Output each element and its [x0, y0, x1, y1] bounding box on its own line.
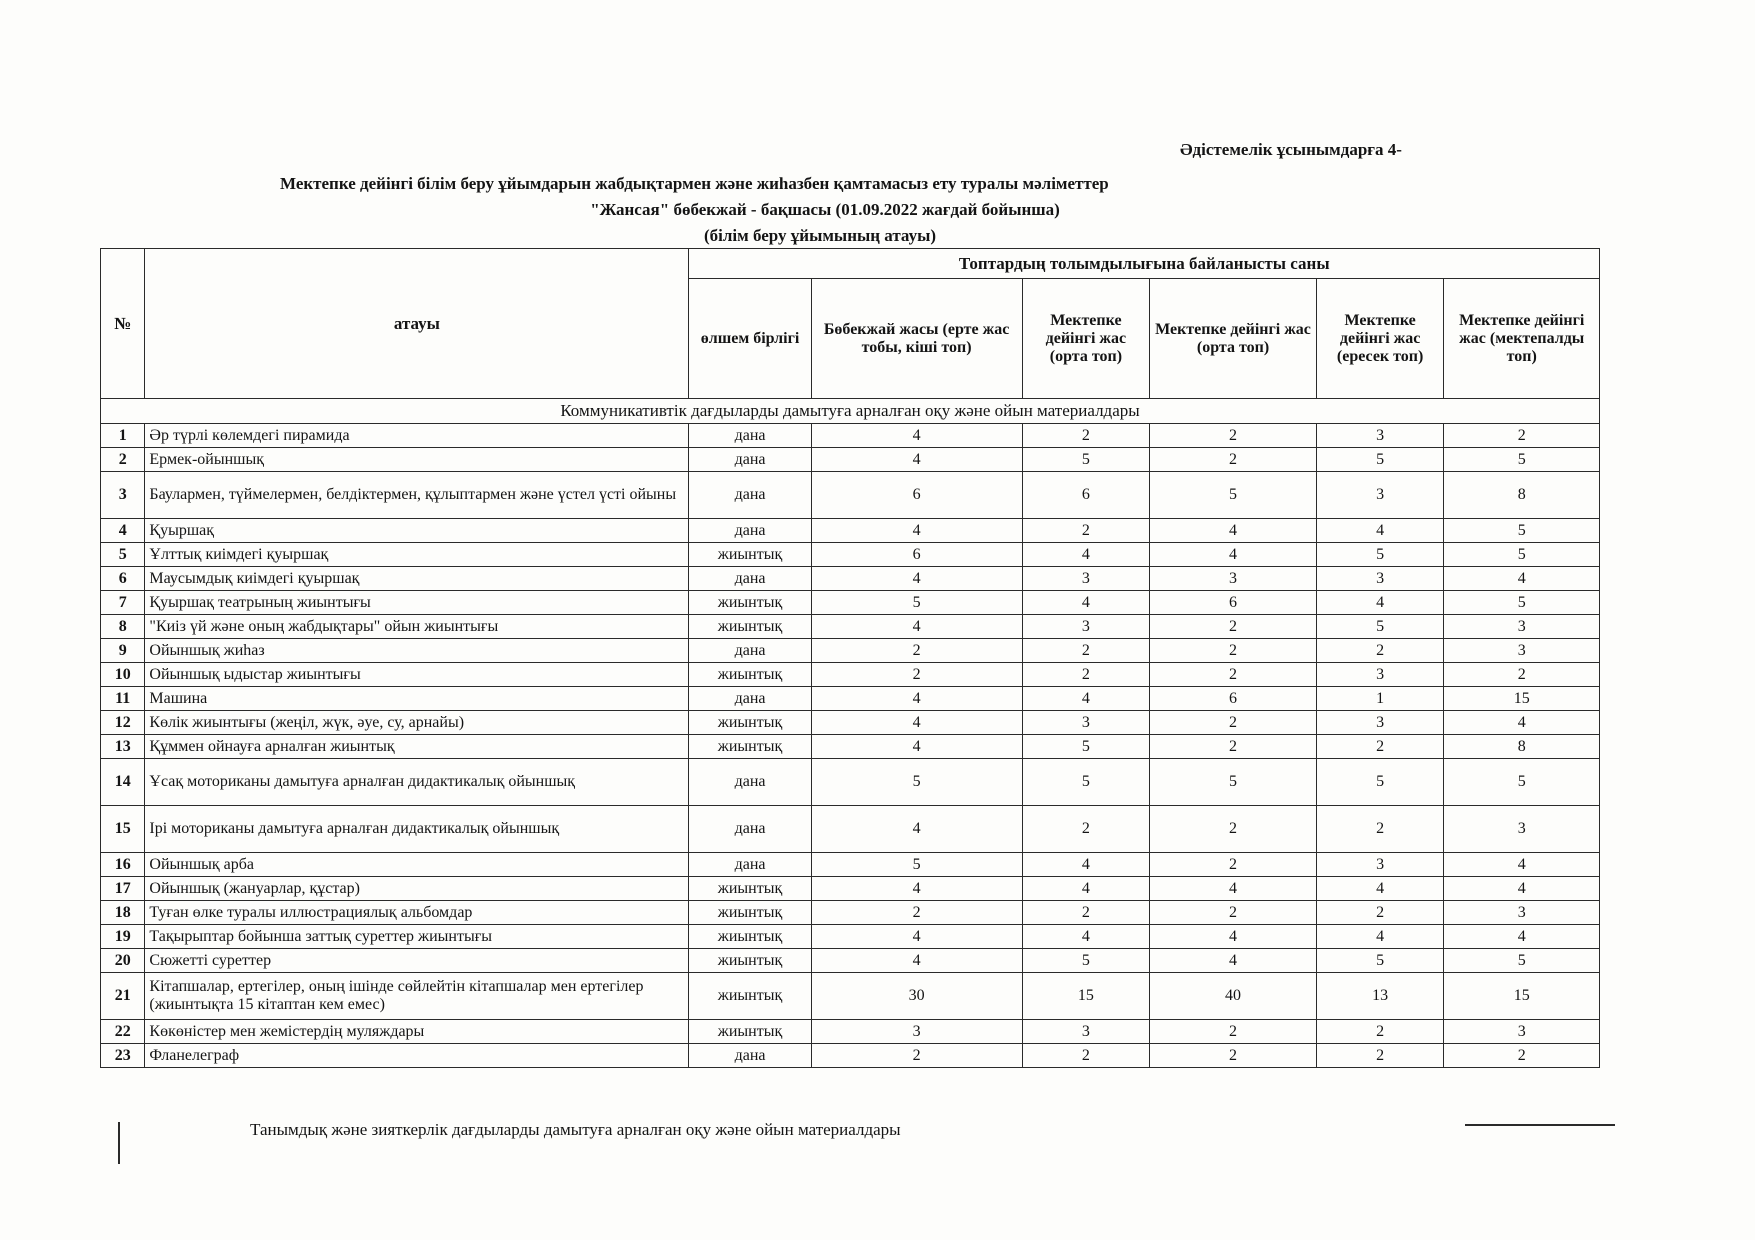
unit-cell: жиынтық — [689, 711, 811, 735]
unit-cell: жиынтық — [689, 901, 811, 925]
value-col2: 4 — [1022, 877, 1150, 901]
value-col3: 2 — [1150, 853, 1317, 877]
item-name: Ойыншық жиһаз — [145, 639, 689, 663]
value-col5: 15 — [1444, 973, 1600, 1020]
value-col4: 4 — [1316, 591, 1444, 615]
value-col3: 5 — [1150, 472, 1317, 519]
value-col3: 4 — [1150, 949, 1317, 973]
unit-cell: жиынтық — [689, 877, 811, 901]
table-row — [101, 1044, 1600, 1068]
item-name: Кітапшалар, ертегілер, оның ішінде сөйлейтін кітапшалар мен ертегілер (жиынтықта 15 кітаптан кем емес) — [145, 973, 689, 1020]
value-col5: 3 — [1444, 806, 1600, 853]
value-col5: 5 — [1444, 759, 1600, 806]
row-number: 2 — [101, 448, 145, 472]
item-name: Көкөністер мен жемістердің муляждары — [145, 1020, 689, 1044]
value-col5: 5 — [1444, 448, 1600, 472]
table-row — [101, 949, 1600, 973]
value-col5: 5 — [1444, 519, 1600, 543]
row-number: 20 — [101, 949, 145, 973]
table-row — [101, 925, 1600, 949]
value-col3: 4 — [1150, 519, 1317, 543]
organization-caption: (білім беру ұйымының атауы) — [704, 226, 936, 245]
value-col3: 2 — [1150, 1044, 1317, 1068]
value-col5: 2 — [1444, 424, 1600, 448]
value-col5: 3 — [1444, 639, 1600, 663]
unit-cell: дана — [689, 424, 811, 448]
value-col1: 6 — [811, 472, 1022, 519]
header-unit: өлшем бірлігі — [689, 279, 811, 399]
value-col3: 6 — [1150, 591, 1317, 615]
appendix-note: Әдістемелік ұсынымдарға 4- — [1180, 140, 1402, 159]
value-col1: 2 — [811, 1044, 1022, 1068]
row-number: 6 — [101, 567, 145, 591]
item-name: Ұсақ моториканы дамытуға арналған дидактикалық ойыншық — [145, 759, 689, 806]
value-col1: 5 — [811, 759, 1022, 806]
table-row — [101, 973, 1600, 1020]
table-row — [101, 687, 1600, 711]
unit-cell: жиынтық — [689, 543, 811, 567]
value-col3: 3 — [1150, 567, 1317, 591]
value-col5: 2 — [1444, 1044, 1600, 1068]
header-col5: Мектепке дейінгі жас (мектепалды топ) — [1444, 279, 1600, 399]
value-col2: 2 — [1022, 519, 1150, 543]
unit-cell: жиынтық — [689, 949, 811, 973]
value-col5: 4 — [1444, 925, 1600, 949]
value-col4: 2 — [1316, 901, 1444, 925]
table-row — [101, 567, 1600, 591]
document-title: Мектепке дейінгі білім беру ұйымдарын жабдықтармен және жиһазбен қамтамасыз ету туралы мәліметтер — [280, 174, 1109, 193]
row-number: 19 — [101, 925, 145, 949]
value-col1: 2 — [811, 639, 1022, 663]
row-number: 3 — [101, 472, 145, 519]
value-col4: 5 — [1316, 615, 1444, 639]
value-col3: 2 — [1150, 1020, 1317, 1044]
header-col4: Мектепке дейінгі жас (ересек топ) — [1316, 279, 1444, 399]
value-col5: 3 — [1444, 1020, 1600, 1044]
row-number: 23 — [101, 1044, 145, 1068]
item-name: Қуыршақ театрының жиынтығы — [145, 591, 689, 615]
table-row — [101, 1020, 1600, 1044]
item-name: Машина — [145, 687, 689, 711]
value-col1: 4 — [811, 448, 1022, 472]
value-col1: 2 — [811, 901, 1022, 925]
value-col5: 4 — [1444, 711, 1600, 735]
item-name: Әр түрлі көлемдегі пирамида — [145, 424, 689, 448]
unit-cell: жиынтық — [689, 663, 811, 687]
value-col1: 5 — [811, 853, 1022, 877]
value-col3: 2 — [1150, 448, 1317, 472]
value-col1: 4 — [811, 567, 1022, 591]
row-number: 18 — [101, 901, 145, 925]
table-row — [101, 519, 1600, 543]
row-number: 1 — [101, 424, 145, 448]
value-col3: 4 — [1150, 543, 1317, 567]
item-name: Көлік жиынтығы (жеңіл, жүк, әуе, су, арнайы) — [145, 711, 689, 735]
table-row — [101, 711, 1600, 735]
value-col4: 3 — [1316, 711, 1444, 735]
unit-cell: жиынтық — [689, 735, 811, 759]
table-row — [101, 472, 1600, 519]
item-name: Маусымдық киімдегі қуыршақ — [145, 567, 689, 591]
value-col1: 4 — [811, 949, 1022, 973]
value-col1: 4 — [811, 877, 1022, 901]
item-name: Құммен ойнауға арналған жиынтық — [145, 735, 689, 759]
header-col2: Мектепке дейінгі жас (орта топ) — [1022, 279, 1150, 399]
row-number: 16 — [101, 853, 145, 877]
unit-cell: жиынтық — [689, 1020, 811, 1044]
header-col1: Бөбекжай жасы (ерте жас тобы, кіші топ) — [811, 279, 1022, 399]
value-col3: 2 — [1150, 639, 1317, 663]
item-name: Қуыршақ — [145, 519, 689, 543]
value-col1: 4 — [811, 519, 1022, 543]
value-col4: 2 — [1316, 735, 1444, 759]
unit-cell: дана — [689, 759, 811, 806]
unit-cell: жиынтық — [689, 591, 811, 615]
value-col4: 4 — [1316, 877, 1444, 901]
table-row — [101, 591, 1600, 615]
value-col4: 4 — [1316, 925, 1444, 949]
unit-cell: дана — [689, 853, 811, 877]
value-col1: 4 — [811, 925, 1022, 949]
row-number: 5 — [101, 543, 145, 567]
table-edge-line — [118, 1122, 120, 1164]
value-col2: 4 — [1022, 687, 1150, 711]
value-col3: 4 — [1150, 877, 1317, 901]
row-number: 13 — [101, 735, 145, 759]
section-title: Коммуникативтік дағдыларды дамытуға арналған оқу және ойын материалдары — [101, 399, 1600, 424]
row-number: 10 — [101, 663, 145, 687]
value-col3: 6 — [1150, 687, 1317, 711]
row-number: 21 — [101, 973, 145, 1020]
item-name: Ұлттық киімдегі қуыршақ — [145, 543, 689, 567]
value-col1: 2 — [811, 663, 1022, 687]
value-col3: 5 — [1150, 759, 1317, 806]
value-col2: 2 — [1022, 1044, 1150, 1068]
value-col2: 4 — [1022, 591, 1150, 615]
value-col1: 4 — [811, 711, 1022, 735]
value-col2: 3 — [1022, 1020, 1150, 1044]
row-number: 14 — [101, 759, 145, 806]
value-col5: 8 — [1444, 735, 1600, 759]
table-row — [101, 639, 1600, 663]
unit-cell: жиынтық — [689, 615, 811, 639]
value-col2: 2 — [1022, 639, 1150, 663]
row-number: 15 — [101, 806, 145, 853]
item-name: Ойыншық арба — [145, 853, 689, 877]
value-col5: 4 — [1444, 853, 1600, 877]
value-col1: 30 — [811, 973, 1022, 1020]
value-col2: 5 — [1022, 448, 1150, 472]
value-col2: 4 — [1022, 853, 1150, 877]
unit-cell: жиынтық — [689, 973, 811, 1020]
value-col4: 2 — [1316, 1044, 1444, 1068]
value-col3: 2 — [1150, 615, 1317, 639]
value-col2: 5 — [1022, 759, 1150, 806]
item-name: "Киіз үй және оның жабдықтары" ойын жиынтығы — [145, 615, 689, 639]
value-col3: 2 — [1150, 424, 1317, 448]
value-col4: 5 — [1316, 759, 1444, 806]
value-col1: 4 — [811, 735, 1022, 759]
header-name: атауы — [145, 249, 689, 399]
item-name: Баулармен, түймелермен, белдіктермен, құлыптармен және үстел үсті ойыны — [145, 472, 689, 519]
item-name: Ойыншық ыдыстар жиынтығы — [145, 663, 689, 687]
header-col3: Мектепке дейінгі жас (орта топ) — [1150, 279, 1317, 399]
item-name: Фланелеграф — [145, 1044, 689, 1068]
row-number: 7 — [101, 591, 145, 615]
value-col5: 4 — [1444, 567, 1600, 591]
value-col2: 4 — [1022, 925, 1150, 949]
organization-line: "Жансая" бөбекжай - бақшасы (01.09.2022 жағдай бойынша) — [590, 200, 1060, 219]
unit-cell: дана — [689, 1044, 811, 1068]
value-col2: 4 — [1022, 543, 1150, 567]
value-col3: 2 — [1150, 806, 1317, 853]
value-col4: 3 — [1316, 853, 1444, 877]
row-number: 17 — [101, 877, 145, 901]
item-name: Ірі моториканы дамытуға арналған дидактикалық ойыншық — [145, 806, 689, 853]
value-col4: 5 — [1316, 949, 1444, 973]
row-number: 11 — [101, 687, 145, 711]
value-col5: 15 — [1444, 687, 1600, 711]
item-name: Тақырыптар бойынша заттық суреттер жиынтығы — [145, 925, 689, 949]
value-col5: 5 — [1444, 543, 1600, 567]
row-number: 22 — [101, 1020, 145, 1044]
value-col1: 4 — [811, 806, 1022, 853]
row-number: 9 — [101, 639, 145, 663]
equipment-table — [100, 248, 1600, 1068]
unit-cell: дана — [689, 448, 811, 472]
table-row — [101, 806, 1600, 853]
value-col2: 2 — [1022, 806, 1150, 853]
unit-cell: дана — [689, 806, 811, 853]
value-col4: 5 — [1316, 448, 1444, 472]
value-col4: 5 — [1316, 543, 1444, 567]
item-name: Туған өлке туралы иллюстрациялық альбомдар — [145, 901, 689, 925]
unit-cell: жиынтық — [689, 925, 811, 949]
value-col4: 3 — [1316, 424, 1444, 448]
row-number: 4 — [101, 519, 145, 543]
table-row — [101, 615, 1600, 639]
value-col2: 3 — [1022, 567, 1150, 591]
value-col2: 3 — [1022, 711, 1150, 735]
value-col2: 15 — [1022, 973, 1150, 1020]
value-col3: 2 — [1150, 663, 1317, 687]
item-name: Сюжетті суреттер — [145, 949, 689, 973]
table-row — [101, 448, 1600, 472]
value-col4: 2 — [1316, 1020, 1444, 1044]
value-col4: 4 — [1316, 519, 1444, 543]
value-col1: 4 — [811, 687, 1022, 711]
value-col5: 3 — [1444, 901, 1600, 925]
value-col4: 3 — [1316, 567, 1444, 591]
value-col3: 4 — [1150, 925, 1317, 949]
value-col3: 2 — [1150, 711, 1317, 735]
table-row — [101, 901, 1600, 925]
unit-cell: дана — [689, 639, 811, 663]
value-col4: 2 — [1316, 639, 1444, 663]
unit-cell: дана — [689, 687, 811, 711]
value-col5: 3 — [1444, 615, 1600, 639]
value-col2: 2 — [1022, 663, 1150, 687]
value-col3: 2 — [1150, 735, 1317, 759]
value-col2: 2 — [1022, 901, 1150, 925]
table-row — [101, 853, 1600, 877]
value-col4: 3 — [1316, 663, 1444, 687]
value-col5: 5 — [1444, 949, 1600, 973]
value-col5: 8 — [1444, 472, 1600, 519]
value-col4: 3 — [1316, 472, 1444, 519]
unit-cell: дана — [689, 519, 811, 543]
table-row — [101, 759, 1600, 806]
row-number: 8 — [101, 615, 145, 639]
header-number: № — [101, 249, 145, 399]
value-col3: 40 — [1150, 973, 1317, 1020]
table-edge-line — [1465, 1124, 1615, 1126]
table-row — [101, 663, 1600, 687]
unit-cell: дана — [689, 472, 811, 519]
header-group: Топтардың толымдылығына байланысты саны — [689, 249, 1600, 279]
value-col4: 13 — [1316, 973, 1444, 1020]
value-col5: 5 — [1444, 591, 1600, 615]
value-col1: 4 — [811, 424, 1022, 448]
value-col1: 6 — [811, 543, 1022, 567]
value-col1: 5 — [811, 591, 1022, 615]
value-col5: 4 — [1444, 877, 1600, 901]
table-row — [101, 877, 1600, 901]
unit-cell: дана — [689, 567, 811, 591]
value-col2: 6 — [1022, 472, 1150, 519]
next-section-title: Танымдық және зияткерлік дағдыларды дамытуға арналған оқу және ойын материалдары — [250, 1120, 901, 1139]
value-col5: 2 — [1444, 663, 1600, 687]
value-col3: 2 — [1150, 901, 1317, 925]
item-name: Ойыншық (жануарлар, құстар) — [145, 877, 689, 901]
value-col2: 2 — [1022, 424, 1150, 448]
value-col2: 5 — [1022, 735, 1150, 759]
value-col1: 3 — [811, 1020, 1022, 1044]
row-number: 12 — [101, 711, 145, 735]
value-col2: 5 — [1022, 949, 1150, 973]
table-row — [101, 424, 1600, 448]
value-col2: 3 — [1022, 615, 1150, 639]
table-row — [101, 735, 1600, 759]
value-col1: 4 — [811, 615, 1022, 639]
item-name: Ермек-ойыншық — [145, 448, 689, 472]
table-row — [101, 543, 1600, 567]
value-col4: 2 — [1316, 806, 1444, 853]
value-col4: 1 — [1316, 687, 1444, 711]
